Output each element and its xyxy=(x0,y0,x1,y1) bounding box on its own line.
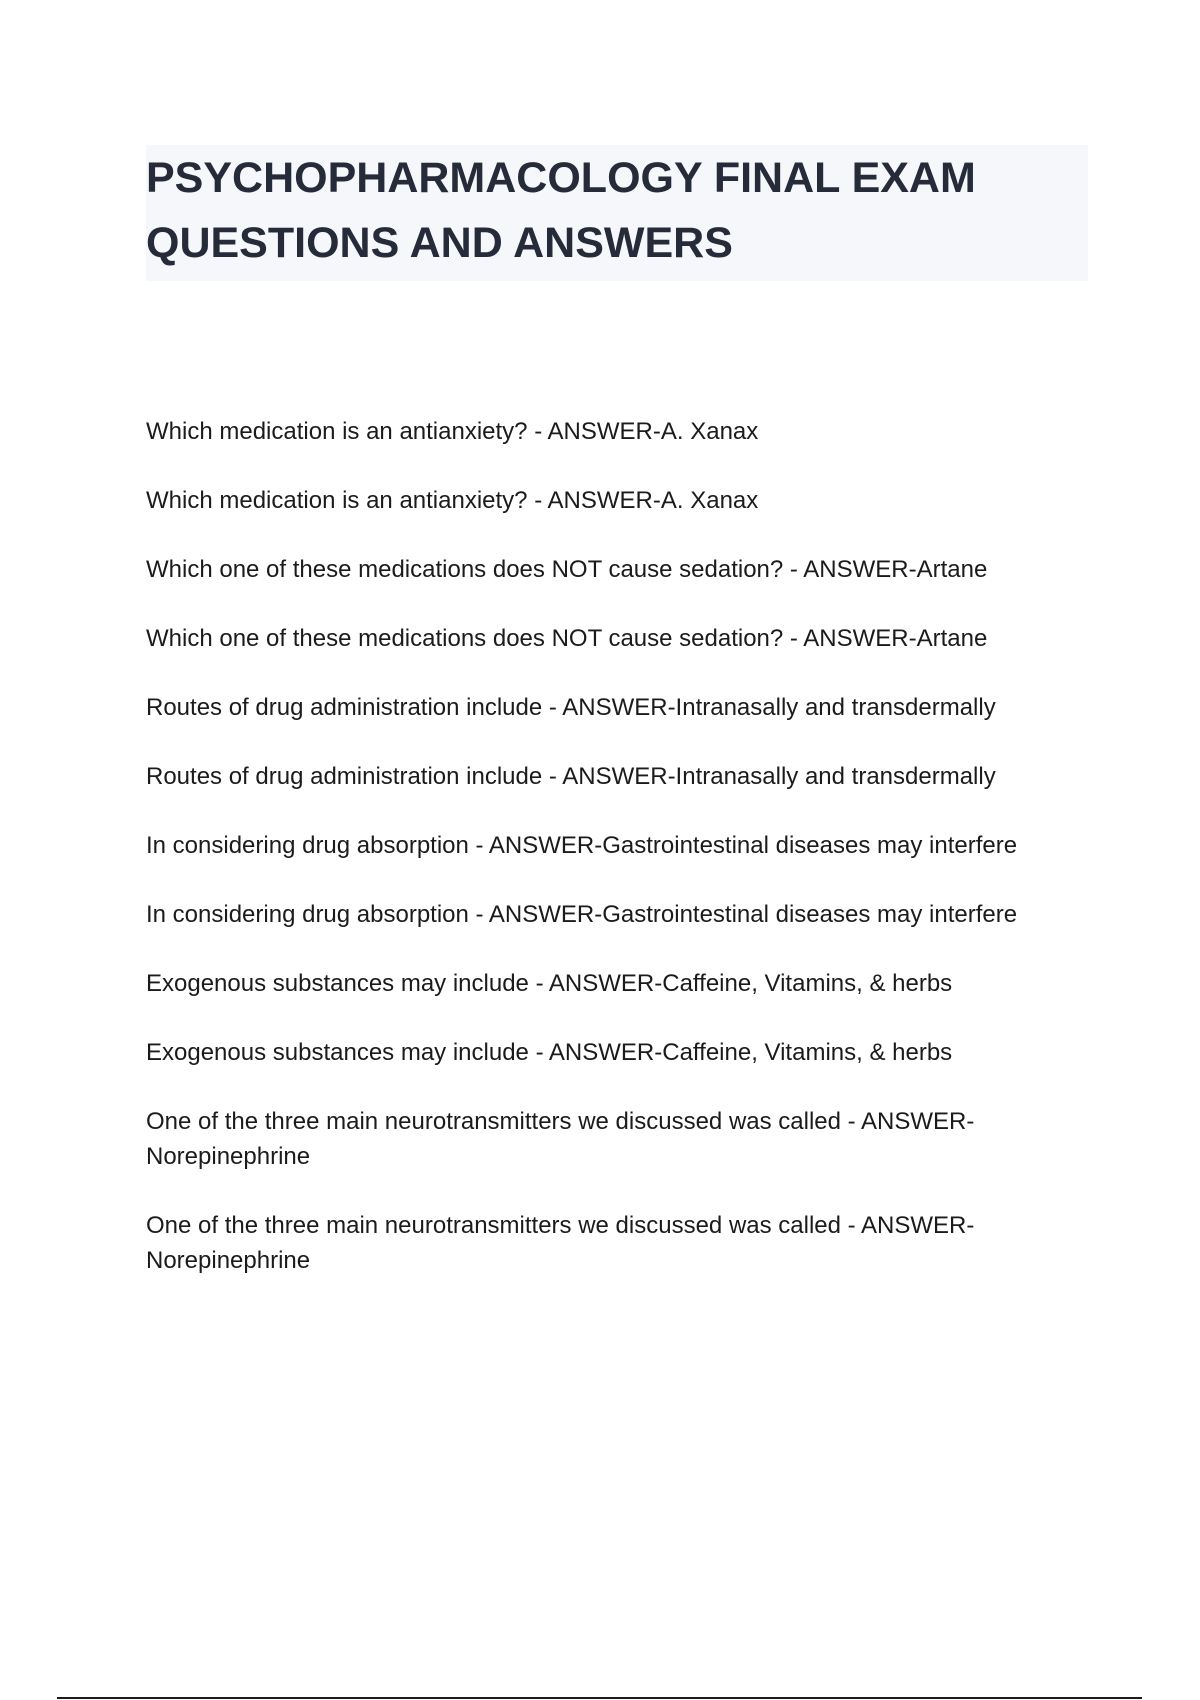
qa-item: In considering drug absorption - ANSWER-Gastrointestinal diseases may interfere xyxy=(146,832,1018,859)
qa-item: In considering drug absorption - ANSWER-Gastrointestinal diseases may interfere xyxy=(146,901,1018,928)
qa-item: Exogenous substances may include - ANSWER-Caffeine, Vitamins, & herbs xyxy=(146,1039,953,1066)
document-title: PSYCHOPHARMACOLOGY FINAL EXAM QUESTIONS AND ANSWERS xyxy=(146,154,976,267)
qa-item: One of the three main neurotransmitters we discussed was called - ANSWER-Norepinephrine xyxy=(146,1108,975,1170)
qa-item: Which one of these medications does NOT cause sedation? - ANSWER-Artane xyxy=(146,625,988,652)
qa-list xyxy=(146,414,1106,1312)
qa-item: Which medication is an antianxiety? - ANSWER-A. Xanax xyxy=(146,487,759,514)
qa-item: Exogenous substances may include - ANSWER-Caffeine, Vitamins, & herbs xyxy=(146,970,953,997)
qa-item: Routes of drug administration include - ANSWER-Intranasally and transdermally xyxy=(146,694,996,721)
qa-item: One of the three main neurotransmitters we discussed was called - ANSWER-Norepinephrine xyxy=(146,1212,975,1274)
qa-item: Which one of these medications does NOT cause sedation? - ANSWER-Artane xyxy=(146,556,988,583)
qa-item: Routes of drug administration include - ANSWER-Intranasally and transdermally xyxy=(146,763,996,790)
qa-item: Which medication is an antianxiety? - ANSWER-A. Xanax xyxy=(146,418,759,445)
footer-rule xyxy=(57,1697,1142,1699)
